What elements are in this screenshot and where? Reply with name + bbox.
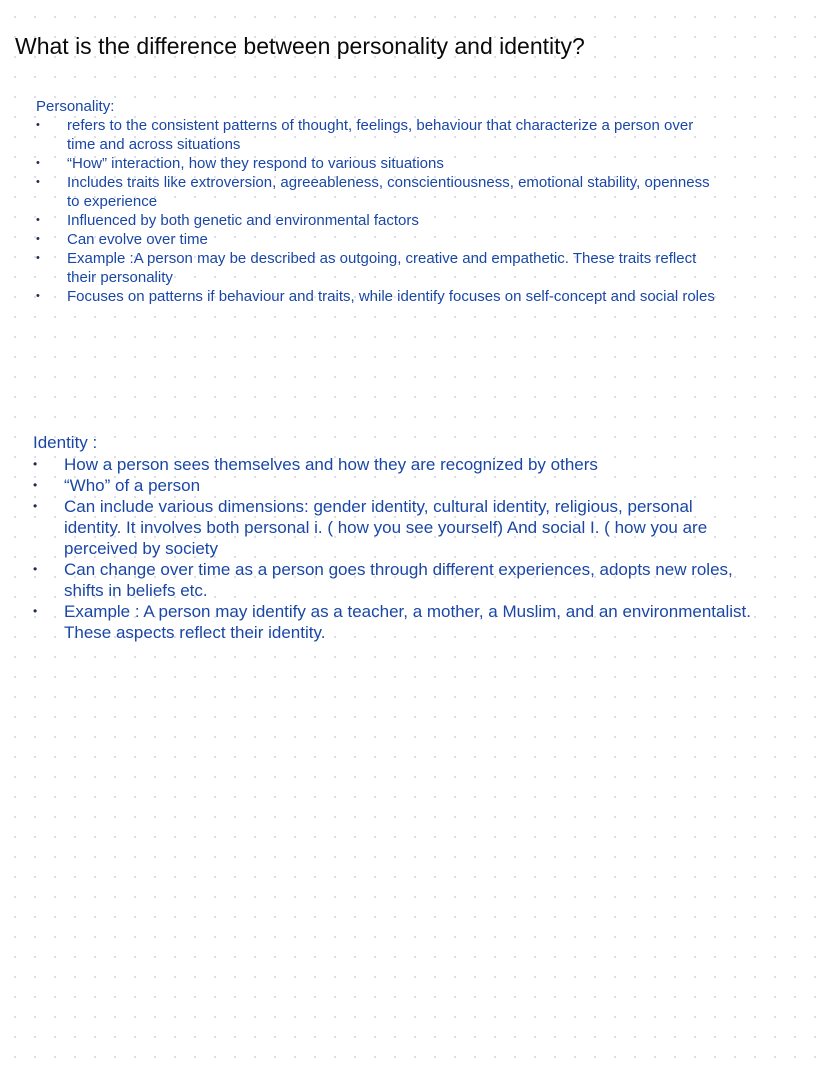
list-item: [36, 287, 716, 306]
list-item: [33, 559, 753, 601]
list-item: [33, 454, 753, 475]
bullet-icon: •: [33, 499, 38, 513]
list-item: [36, 154, 716, 173]
personality-heading: Personality:: [36, 98, 115, 115]
bullet-icon: •: [36, 290, 40, 302]
list-item-text: “Who” of a person: [64, 476, 201, 495]
bullet-icon: •: [36, 214, 40, 226]
list-item: [33, 475, 753, 496]
bullet-icon: •: [36, 176, 40, 188]
list-item: [33, 601, 753, 643]
list-item: [33, 496, 753, 559]
bullet-icon: •: [33, 457, 38, 471]
bullet-icon: •: [36, 157, 40, 169]
list-item-text: Example : A person may identify as a teacher, a mother, a Muslim, and an environmentalist. These aspects reflect their identity.: [64, 602, 751, 642]
list-item-text: Influenced by both genetic and environmental factors: [67, 212, 419, 229]
list-item-text: Can evolve over time: [67, 231, 208, 248]
list-item-text: refers to the consistent patterns of thought, feelings, behaviour that characterize a person over time and across situations: [67, 117, 694, 153]
list-item: [36, 230, 716, 249]
identity-heading: Identity :: [33, 433, 98, 452]
bullet-icon: •: [36, 233, 40, 245]
list-item-text: “How” interaction, how they respond to various situations: [67, 155, 444, 172]
list-item: [36, 116, 716, 154]
bullet-icon: •: [36, 252, 40, 264]
personality-list: [36, 116, 716, 306]
list-item: [36, 249, 716, 287]
list-item-text: Can include various dimensions: gender identity, cultural identity, religious, personal identity. It involves both personal i. ( how you see yourself) And social I. ( how you are perceived by society: [64, 497, 708, 558]
bullet-icon: •: [33, 562, 38, 576]
bullet-icon: •: [33, 604, 38, 618]
list-item-text: How a person sees themselves and how they are recognized by others: [64, 455, 598, 474]
identity-list: [33, 454, 753, 643]
list-item-text: Example :A person may be described as outgoing, creative and empathetic. These traits reflect their personality: [67, 250, 697, 286]
bullet-icon: •: [36, 119, 40, 131]
list-item-text: Can change over time as a person goes through different experiences, adopts new roles, shifts in beliefs etc.: [64, 560, 733, 600]
personality-section: [36, 97, 716, 306]
list-item-text: Focuses on patterns if behaviour and traits, while identify focuses on self-concept and social roles: [67, 288, 715, 305]
list-item-text: Includes traits like extroversion, agreeableness, conscientiousness, emotional stability, openness to experience: [67, 174, 710, 210]
identity-section: [33, 432, 753, 643]
list-item: [36, 173, 716, 211]
bullet-icon: •: [33, 478, 38, 492]
page-title: What is the difference between personality and identity?: [15, 33, 585, 59]
list-item: [36, 211, 716, 230]
